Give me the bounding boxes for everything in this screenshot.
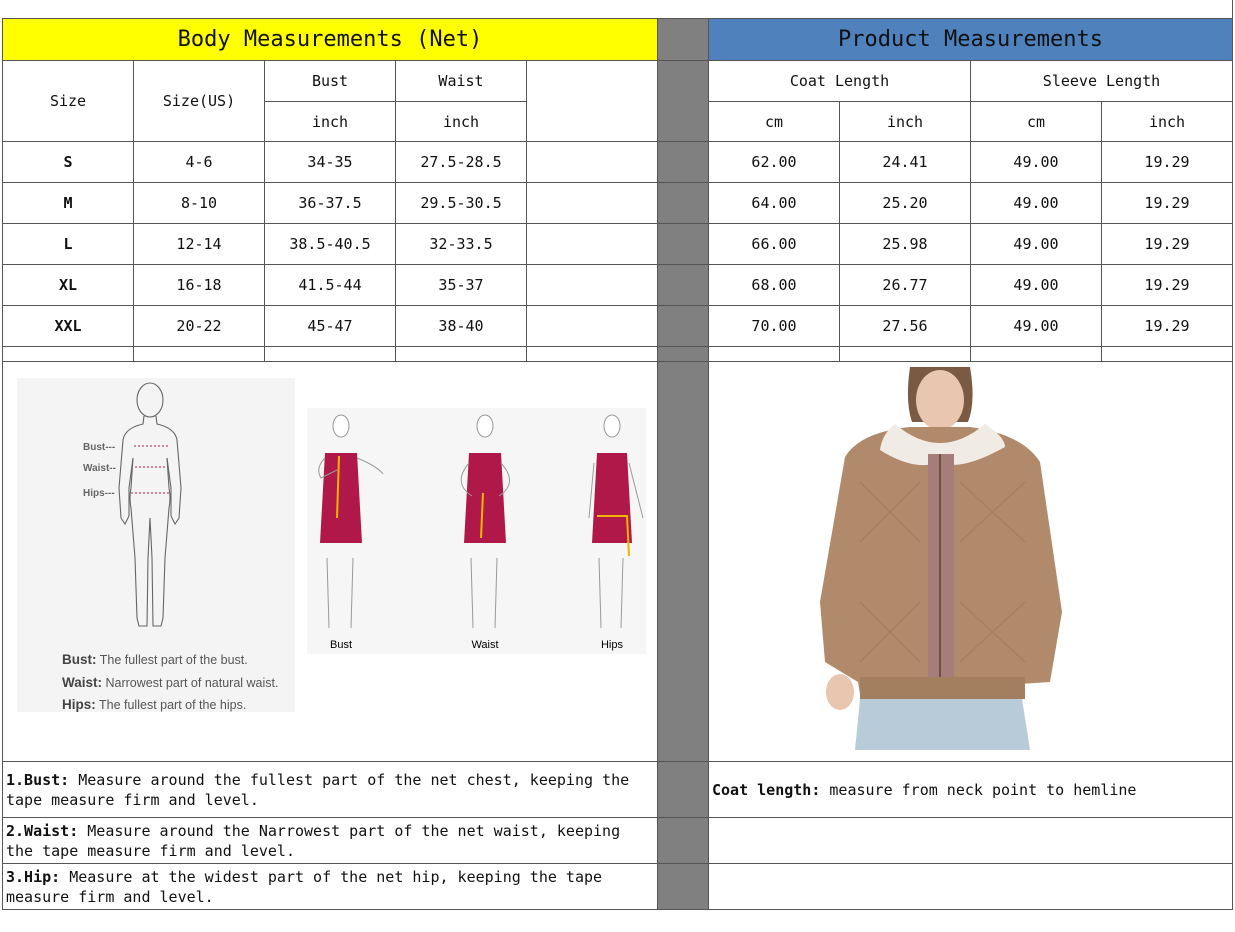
grid-vline — [970, 60, 971, 101]
col-bust-unit: inch — [311, 112, 349, 131]
table-cell-size: L — [63, 235, 73, 253]
table-cell-bust: 41.5-44 — [298, 276, 362, 294]
dress-figure-waist — [461, 415, 509, 628]
note-waist: 2.Waist: Measure around the Narrowest part of the net waist, keeping the tape measure firm and level. — [6, 821, 621, 860]
body-measure-diagram — [17, 378, 295, 712]
col-sleeve-cm: cm — [1026, 112, 1046, 131]
grid-vline — [526, 60, 527, 361]
product-photo — [800, 362, 1080, 750]
dress-figure-hips — [589, 415, 643, 628]
grid-vline — [1101, 101, 1102, 361]
col-waist-unit: inch — [442, 112, 480, 131]
table-cell-us: 16-18 — [176, 276, 222, 294]
jacket-illustration — [800, 362, 1080, 750]
hips-mark-label: Hips--- — [83, 488, 115, 499]
grid-vline — [657, 18, 658, 910]
table-cell-us: 4-6 — [185, 153, 213, 171]
table-cell-size: M — [63, 194, 73, 212]
table-cell-waist: 29.5-30.5 — [420, 194, 502, 212]
table-cell-sleeve_cm: 49.00 — [1013, 235, 1059, 253]
table-cell-bust: 36-37.5 — [298, 194, 362, 212]
note-coat-length: Coat length: measure from neck point to hemline — [712, 780, 1137, 799]
col-sleeve-length: Sleeve Length — [1042, 72, 1161, 90]
legend-waist: Waist: Narrowest part of natural waist. — [62, 674, 279, 690]
table-cell-coat_in: 25.20 — [882, 194, 928, 212]
dress-measure-figures — [307, 408, 646, 654]
table-cell-us: 12-14 — [176, 235, 222, 253]
col-bust: Bust — [311, 72, 349, 90]
grid-hline — [2, 305, 1233, 306]
grid-hline — [2, 18, 1233, 19]
caption-hips: Hips — [600, 639, 624, 651]
grid-vline — [395, 60, 396, 361]
table-cell-size: XXL — [54, 317, 82, 335]
table-cell-us: 8-10 — [180, 194, 218, 212]
table-cell-sleeve_cm: 49.00 — [1013, 317, 1059, 335]
caption-waist: Waist — [471, 639, 499, 651]
note-hip: 3.Hip: Measure at the widest part of the net hip, keeping the tape measure firm and level. — [6, 867, 603, 906]
grid-hline — [2, 223, 1233, 224]
grid-hline — [2, 141, 1233, 142]
legend-hips: Hips: The fullest part of the hips. — [62, 697, 247, 712]
grid-hline — [2, 346, 1233, 347]
table-cell-coat_in: 26.77 — [882, 276, 928, 294]
table-cell-sleeve_in: 19.29 — [1144, 317, 1190, 335]
grid-vline — [133, 60, 134, 361]
table-cell-us: 20-22 — [176, 317, 222, 335]
table-cell-size: S — [63, 153, 73, 171]
col-size-us: Size(US) — [162, 92, 236, 110]
table-cell-coat_cm: 70.00 — [751, 317, 797, 335]
table-cell-waist: 38-40 — [438, 317, 484, 335]
table-cell-sleeve_cm: 49.00 — [1013, 153, 1059, 171]
bust-mark-label: Bust--- — [83, 442, 116, 453]
table-cell-coat_cm: 68.00 — [751, 276, 797, 294]
grid-vline — [264, 60, 265, 361]
grid-hline — [2, 182, 1233, 183]
table-cell-coat_in: 25.98 — [882, 235, 928, 253]
col-size: Size — [49, 92, 87, 110]
table-cell-sleeve_cm: 49.00 — [1013, 194, 1059, 212]
table-cell-waist: 35-37 — [438, 276, 484, 294]
body-measurements-header: Body Measurements (Net) — [3, 19, 657, 60]
col-coat-inch: inch — [886, 112, 924, 131]
col-waist: Waist — [438, 72, 484, 90]
table-cell-bust: 34-35 — [307, 153, 353, 171]
grid-hline — [2, 264, 1233, 265]
product-measurements-header: Product Measurements — [709, 19, 1232, 60]
table-cell-size: XL — [58, 276, 78, 294]
table-cell-bust: 45-47 — [307, 317, 353, 335]
waist-mark-label: Waist-- — [83, 463, 116, 474]
dress-figures-svg — [307, 408, 646, 654]
table-cell-sleeve_in: 19.29 — [1144, 194, 1190, 212]
caption-bust: Bust — [329, 639, 353, 651]
legend-bust: Bust: The fullest part of the bust. — [62, 652, 248, 667]
table-cell-waist: 27.5-28.5 — [420, 153, 502, 171]
col-sleeve-inch: inch — [1148, 112, 1186, 131]
grid-vline — [1232, 0, 1233, 910]
grid-vline — [970, 101, 971, 361]
grid-hline — [709, 101, 1233, 102]
note-bust: 1.Bust: Measure around the fullest part of the net chest, keeping the tape measure firm and level. — [6, 770, 630, 809]
gray-separator-column — [658, 19, 708, 910]
table-cell-sleeve_in: 19.29 — [1144, 235, 1190, 253]
table-cell-coat_cm: 66.00 — [751, 235, 797, 253]
table-cell-coat_cm: 62.00 — [751, 153, 797, 171]
grid-vline — [839, 101, 840, 361]
table-cell-waist: 32-33.5 — [429, 235, 493, 253]
grid-hline — [2, 60, 1233, 61]
col-coat-length: Coat Length — [789, 72, 890, 90]
table-cell-sleeve_in: 19.29 — [1144, 276, 1190, 294]
table-cell-bust: 38.5-40.5 — [289, 235, 371, 253]
table-cell-coat_cm: 64.00 — [751, 194, 797, 212]
grid-hline — [2, 909, 1233, 910]
table-cell-sleeve_in: 19.29 — [1144, 153, 1190, 171]
dress-figure-bust — [319, 415, 383, 628]
table-cell-coat_in: 24.41 — [882, 153, 928, 171]
measure-legend — [62, 649, 292, 717]
table-cell-coat_in: 27.56 — [882, 317, 928, 335]
table-cell-sleeve_cm: 49.00 — [1013, 276, 1059, 294]
col-coat-cm: cm — [764, 112, 784, 131]
